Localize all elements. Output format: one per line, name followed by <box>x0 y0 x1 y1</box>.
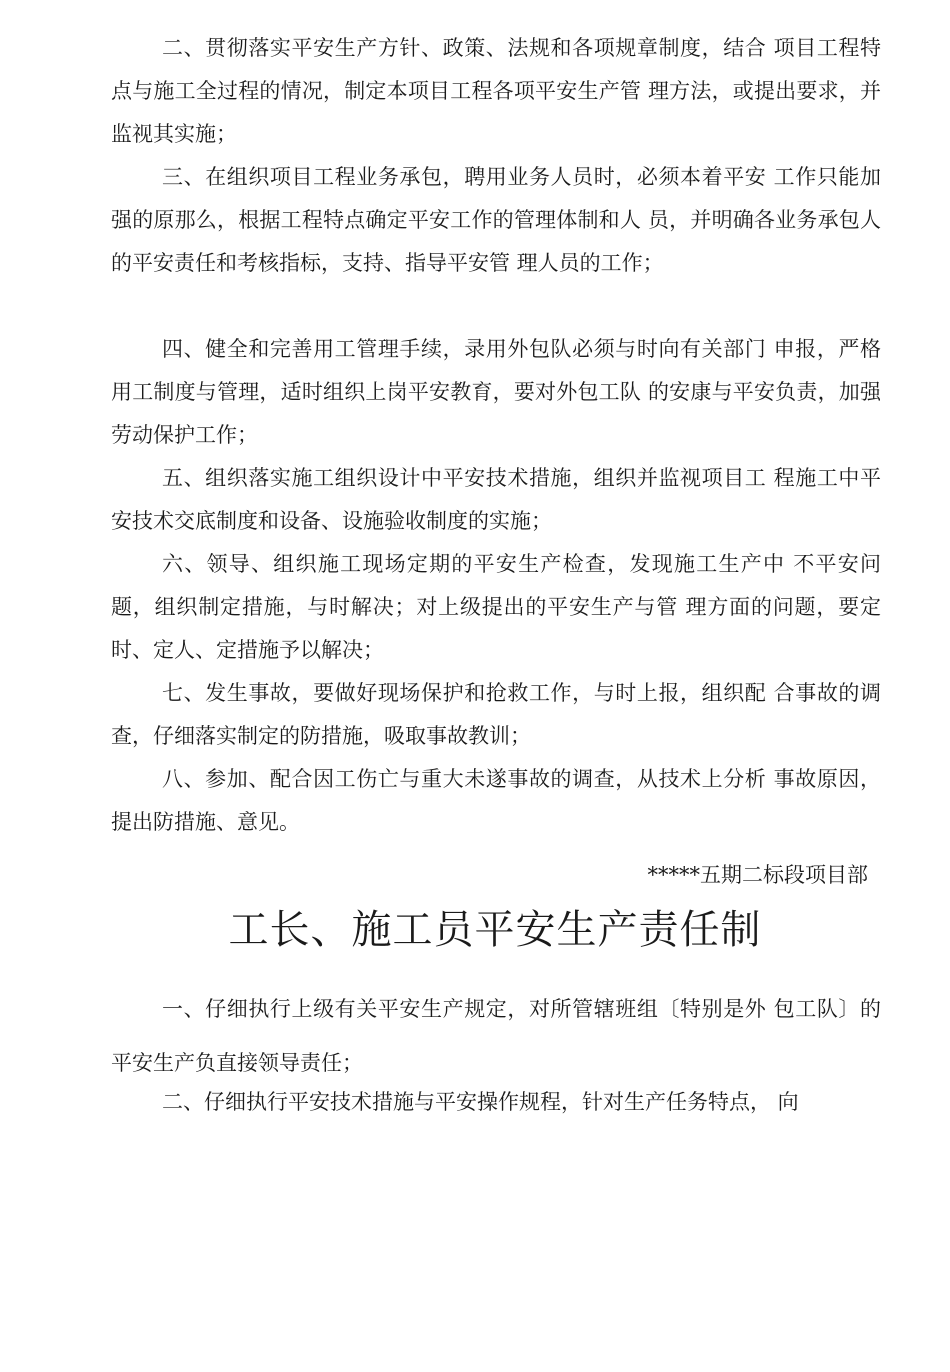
section-title: 工长、施工员平安生产责任制 <box>228 907 762 953</box>
paragraph-5: 五、组织落实施工组织设计中平安技术措施，组织并监视项目工 程施工中平安技术交底制度和设备、设施验收制度的实施； <box>111 466 881 534</box>
paragraph-duty-2: 二、仔细执行平安技术措施与平安操作规程，针对生产任务特点， 向 <box>162 1090 799 1114</box>
paragraph-8: 八、参加、配合因工伤亡与重大未遂事故的调查，从技术上分析 事故原因，提出防措施、意见。 <box>111 767 881 835</box>
paragraph-3: 三、在组织项目工程业务承包，聘用业务人员时，必须本着平安 工作只能加强的原那么，根据工程特点确定平安工作的管理体制和人 员，并明确各业务承包人的平安责任和考核指标，支持、指导平安管 理人员的工作； <box>111 165 881 276</box>
paragraph-2: 二、贯彻落实平安生产方针、政策、法规和各项规章制度，结合 项目工程特点与施工全过程的情况，制定本项目工程各项平安生产管 理方法，或提出要求，并监视其实施； <box>111 36 881 147</box>
signature-line: *****五期二标段项目部 <box>647 863 868 887</box>
paragraph-4: 四、健全和完善用工管理手续，录用外包队必须与时向有关部门 申报，严格用工制度与管理，适时组织上岗平安教育，要对外包工队 的安康与平安负责，加强劳动保护工作； <box>111 337 881 448</box>
paragraph-6: 六、领导、组织施工现场定期的平安生产检查，发现施工生产中 不平安问题，组织制定措施，与时解决；对上级提出的平安生产与管 理方面的问题，要定时、定人、定措施予以解决； <box>111 552 881 663</box>
paragraph-duty-1: 一、仔细执行上级有关平安生产规定，对所管辖班组〔特别是外 包工队〕的平安生产负直接领导责任； <box>111 997 881 1075</box>
paragraph-7: 七、发生事故，要做好现场保护和抢救工作，与时上报，组织配 合事故的调查，仔细落实制定的防措施，吸取事故教训； <box>111 681 881 749</box>
